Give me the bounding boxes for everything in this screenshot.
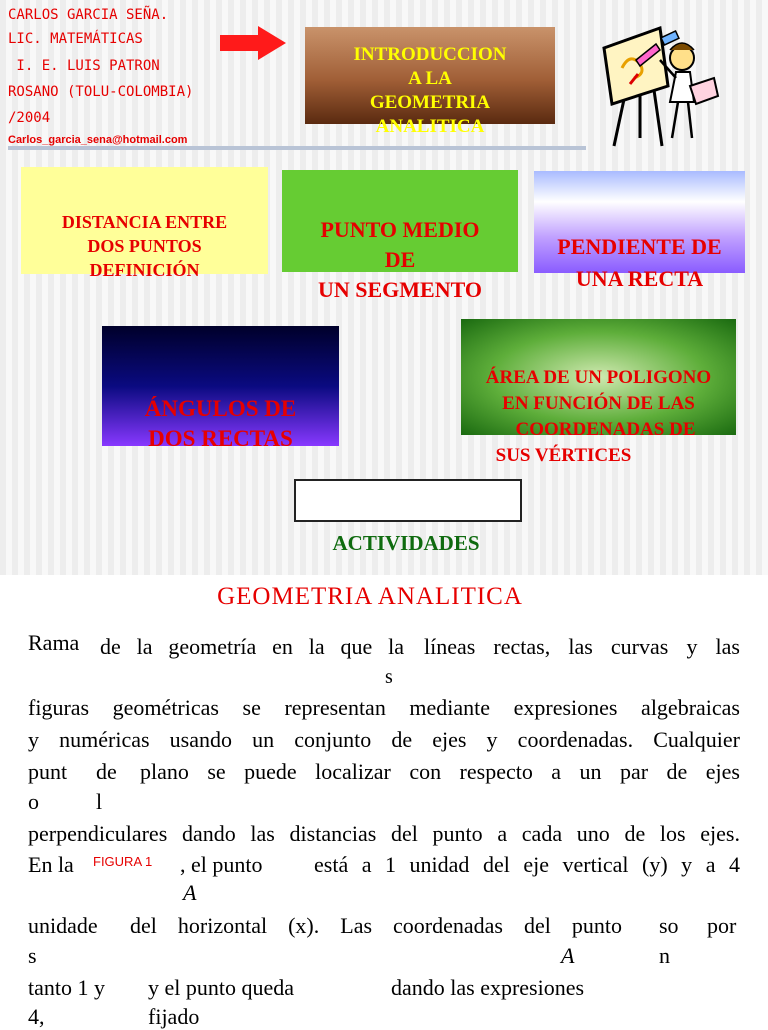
text-fragment: punt — [28, 759, 68, 784]
page-heading: GEOMETRIA ANALITICA — [217, 583, 523, 610]
link-angulos-rectas[interactable] — [102, 326, 339, 451]
text-fragment: de — [96, 759, 117, 784]
author-degree: LIC. MATEMÁTICAS — [8, 31, 143, 47]
text-fragment: líneas rectas, las curvas y las — [424, 634, 740, 659]
arrow-right-icon — [220, 26, 288, 60]
author-school: I. E. LUIS PATRON — [8, 58, 160, 74]
text-fragment: del horizontal (x). Las coordenadas del punto — [130, 913, 622, 938]
blank-button[interactable] — [294, 479, 522, 522]
text-fragment: 4, — [28, 1004, 45, 1029]
title-line: INTRODUCCION — [353, 44, 507, 65]
text-fragment: está a 1 unidad del eje vertical (y) y a 4 — [314, 852, 740, 877]
box-label: PUNTO MEDIO — [320, 217, 480, 242]
text-line: figuras geométricas se representan mediante expresiones algebraicas — [28, 695, 740, 720]
text-line: perpendiculares dando las distancias del punto a cada uno de los ejes. — [28, 821, 740, 846]
author-email[interactable]: Carlos_garcia_sena@hotmail.com — [8, 134, 188, 146]
text-fragment: A — [183, 880, 197, 905]
text-fragment: tanto 1 y — [28, 975, 105, 1000]
text-fragment: unidade — [28, 913, 98, 938]
link-distancia-dos-puntos[interactable] — [21, 167, 268, 280]
title-line: A LA — [408, 68, 452, 89]
title-box — [305, 27, 555, 137]
text-fragment: o — [28, 789, 39, 814]
box-label: COORDENADAS DE — [515, 419, 696, 440]
box-label: PENDIENTE DE — [557, 234, 722, 259]
text-fragment: fijado — [148, 1004, 200, 1029]
text-fragment: s — [28, 943, 37, 968]
box-label: DE — [384, 247, 416, 272]
text-fragment: plano se puede localizar con respecto a un par de ejes — [140, 759, 740, 784]
text-fragment: n — [659, 943, 670, 968]
title-line: GEOMETRIA — [369, 92, 491, 113]
box-label: ÁNGULOS DE — [144, 396, 297, 421]
text-fragment: l — [96, 789, 103, 814]
box-label: DEFINICIÓN — [89, 260, 200, 280]
text-fragment: s — [385, 666, 393, 688]
figure-1-link[interactable]: FIGURA 1 — [93, 854, 153, 869]
author-name: CARLOS GARCIA SEÑA. — [8, 7, 169, 23]
text-fragment: so — [659, 913, 679, 938]
box-label: UNA RECTA — [575, 266, 704, 291]
box-label: DISTANCIA ENTRE — [61, 212, 228, 232]
link-area-poligono[interactable] — [461, 319, 736, 466]
teacher-easel-clipart-icon — [596, 20, 721, 148]
header-divider — [8, 146, 586, 150]
text-fragment: A — [561, 943, 575, 968]
title-line: ANALITICA — [375, 116, 485, 137]
text-line: y numéricas usando un conjunto de ejes y coordenadas. Cualquier — [28, 727, 740, 752]
box-label: EN FUNCIÓN DE LAS — [502, 393, 695, 414]
author-year: /2004 — [8, 110, 51, 126]
box-label: DOS RECTAS — [148, 426, 293, 451]
text-fragment: En la — [28, 852, 74, 877]
box-label: UN SEGMENTO — [317, 277, 482, 302]
box-label: SUS VÉRTICES — [495, 445, 632, 466]
link-actividades[interactable]: ACTIVIDADES — [332, 531, 480, 555]
author-location: ROSANO (TOLU-COLOMBIA) — [8, 84, 194, 100]
box-label: DOS PUNTOS — [87, 236, 202, 256]
text-word: Rama — [28, 630, 80, 655]
box-label: ÁREA DE UN POLIGONO — [485, 367, 712, 388]
link-punto-medio[interactable] — [282, 170, 518, 302]
text-fragment: dando las expresiones — [391, 975, 585, 1000]
text-fragment: y el punto queda — [148, 975, 295, 1000]
text-fragment: de la geometría en la que la — [100, 634, 404, 659]
text-fragment: por — [707, 913, 737, 938]
text-fragment: , el punto — [180, 852, 263, 877]
link-pendiente-recta[interactable] — [534, 171, 745, 291]
